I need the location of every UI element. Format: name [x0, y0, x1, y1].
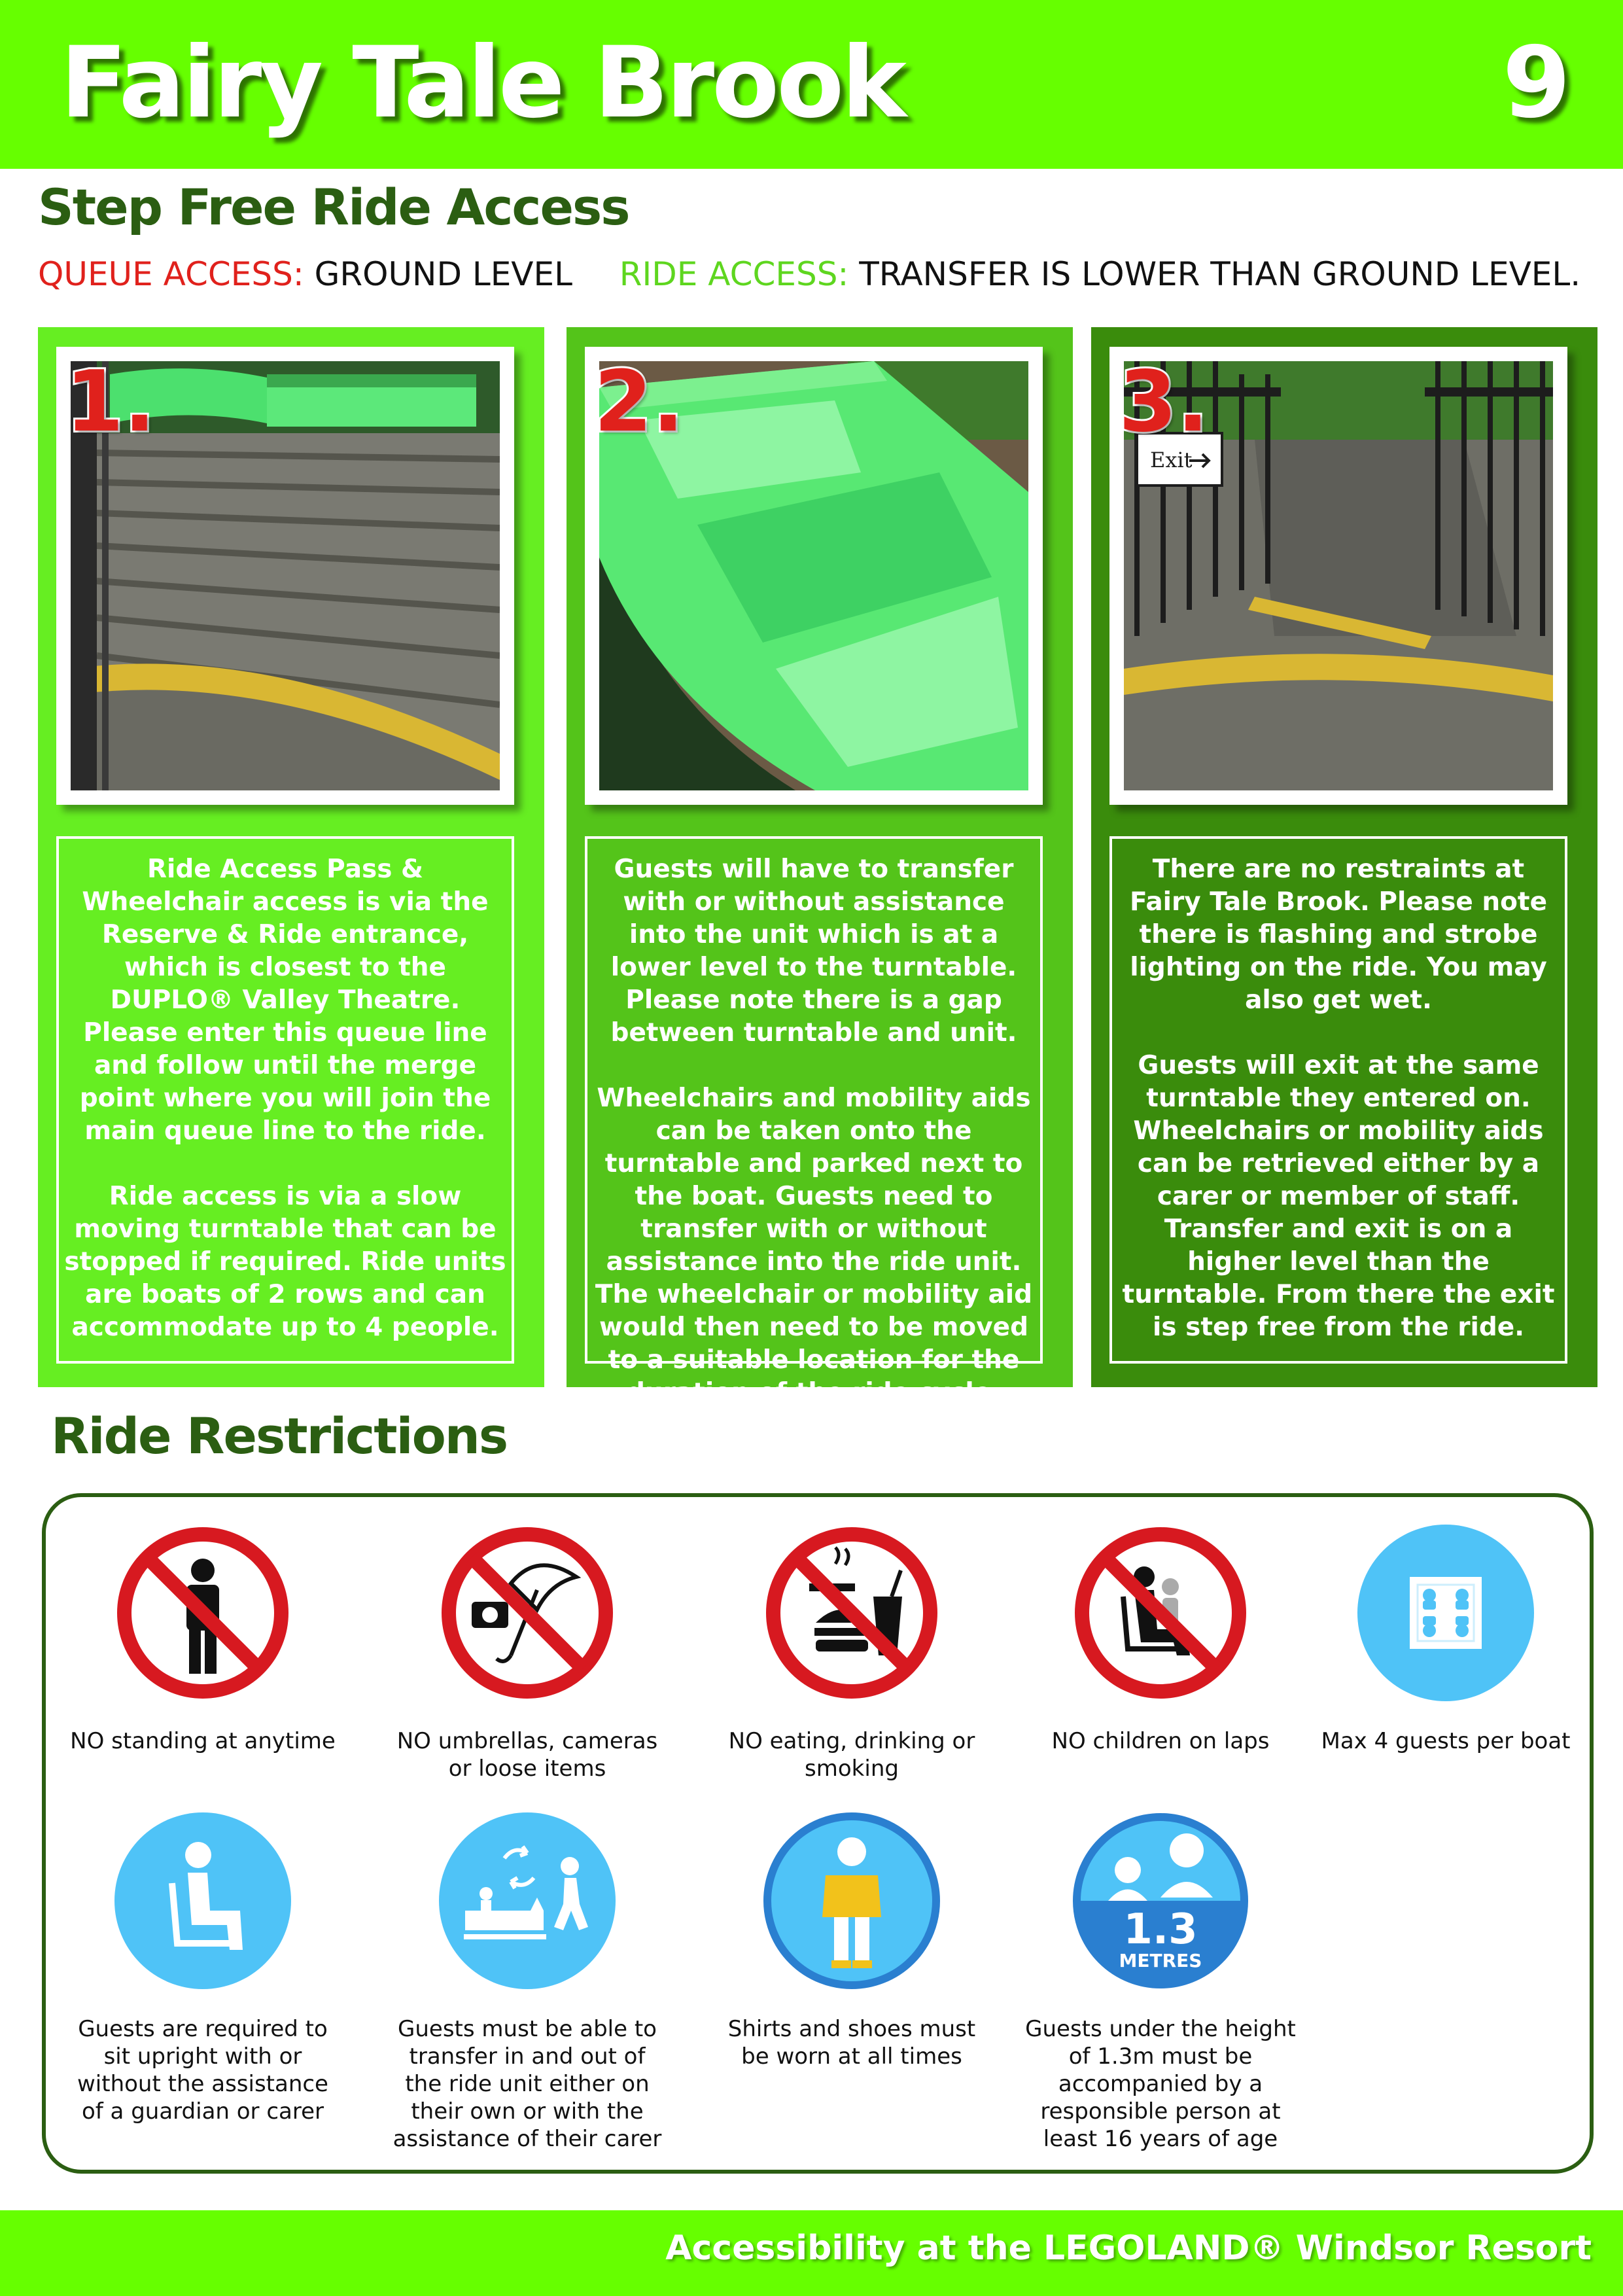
- height-unit: METRES: [1119, 1950, 1202, 1971]
- step-number: 3.: [1119, 353, 1209, 451]
- no-children-on-laps-icon: [1072, 1525, 1249, 1701]
- step-paragraph: Ride Access Pass & Wheelchair access is via the Reserve & Ride entrance, which is closest to the DUPLO® Valley Theatre. Please enter this queue line and follow until the merge point where you will join the main queue line to the ride.: [79, 855, 491, 1146]
- step-paragraph: Guests will have to transfer with or without assistance into the unit which is at a lower level to the turntable. Please note there is a gap between turntable and unit.: [610, 855, 1017, 1048]
- step-description: [585, 836, 1043, 1407]
- transfer-icon: [439, 1812, 616, 1989]
- step-number: 2.: [594, 353, 684, 451]
- section-title-restrictions: Ride Restrictions: [51, 1407, 508, 1465]
- no-umbrellas-cameras-icon: [439, 1525, 616, 1701]
- step-panel-2: [567, 327, 1073, 1407]
- restriction-label: Max 4 guests per boat: [1321, 1728, 1571, 1754]
- sit-upright-icon: [114, 1812, 291, 1989]
- restriction-item: [1023, 1812, 1298, 2153]
- restriction-label: Guests are required to sit upright with or without the assistance of a guardian or carer: [77, 2016, 328, 2125]
- section-title-step-free: Step Free Ride Access: [38, 178, 629, 236]
- restriction-label: NO eating, drinking or smoking: [728, 1728, 975, 1782]
- restriction-label: Guests under the height of 1.3m must be accompanied by a responsible person at least 16 years of age: [1025, 2016, 1296, 2152]
- restriction-label: NO children on laps: [1051, 1728, 1270, 1754]
- no-eating-drinking-smoking-icon: [763, 1525, 940, 1701]
- max-guests-boat-icon: [1357, 1525, 1534, 1701]
- restriction-item: [714, 1525, 989, 1782]
- step-photo-frame: [1109, 347, 1567, 805]
- exit-sign-label: Exit: [1150, 448, 1193, 472]
- page-title: Fairy Tale Brook: [60, 26, 905, 140]
- access-summary: [38, 255, 1580, 293]
- step-photo-frame: [585, 347, 1043, 805]
- restriction-item: [65, 1812, 340, 2125]
- step-number: 1.: [65, 353, 156, 451]
- step-photo-frame: [56, 347, 514, 805]
- restriction-item: [65, 1525, 340, 1755]
- shirts-shoes-icon: [763, 1812, 940, 1989]
- queue-access-value: GROUND LEVEL: [314, 255, 572, 293]
- ride-access-label: RIDE ACCESS:: [619, 255, 849, 293]
- step-description: [56, 836, 514, 1364]
- step-paragraph: Wheelchairs and mobility aids can be taken onto the turntable and parked next to the boat. Guests need to transfer with or without assistance into the ride unit. The wheelchair or mobility aid would then need to be moved to a suitable location for the duration of the ride cycle.: [595, 1084, 1033, 1407]
- step-panel-1: [38, 327, 544, 1387]
- restriction-label: NO standing at anytime: [70, 1728, 336, 1754]
- page-number: 9: [1502, 26, 1571, 140]
- ride-access-value: TRANSFER IS LOWER THAN GROUND LEVEL.: [859, 255, 1581, 293]
- step-paragraph: Ride access is via a slow moving turntable that can be stopped if required. Ride units are boats of 2 rows and can accommodate up to 4 people.: [64, 1182, 506, 1342]
- queue-access-label: QUEUE ACCESS:: [38, 255, 304, 293]
- step-paragraph: Guests will exit at the same turntable they entered on. Wheelchairs or mobility aids can be retrieved either by a carer or member of staff. Transfer and exit is on a higher level than the turntable. From there the exit is step free from the ride.: [1122, 1051, 1555, 1342]
- footer-text: Accessibility at the LEGOLAND® Windsor Resort: [665, 2229, 1592, 2268]
- restriction-item: [714, 1812, 989, 2070]
- restriction-label: Guests must be able to transfer in and out of the ride unit either on their own or with the assistance of their carer: [393, 2016, 662, 2152]
- footer-bar: [0, 2210, 1623, 2296]
- restriction-label: NO umbrellas, cameras or loose items: [396, 1728, 658, 1782]
- restriction-label: Shirts and shoes must be worn at all times: [727, 2016, 976, 2070]
- header-bar: [0, 0, 1623, 169]
- restriction-item: [390, 1812, 665, 2153]
- restriction-item: [1308, 1525, 1583, 1755]
- height-requirement-icon: [1072, 1812, 1249, 1989]
- step-description: [1109, 836, 1567, 1364]
- no-standing-icon: [114, 1525, 291, 1701]
- step-panel-3: [1091, 327, 1597, 1387]
- step-paragraph: There are no restraints at Fairy Tale Brook. Please note there is flashing and strobe lighting on the ride. You may also get wet.: [1129, 855, 1548, 1015]
- height-value: 1.3: [1123, 1905, 1198, 1954]
- restriction-item: [390, 1525, 665, 1782]
- restriction-item: [1023, 1525, 1298, 1755]
